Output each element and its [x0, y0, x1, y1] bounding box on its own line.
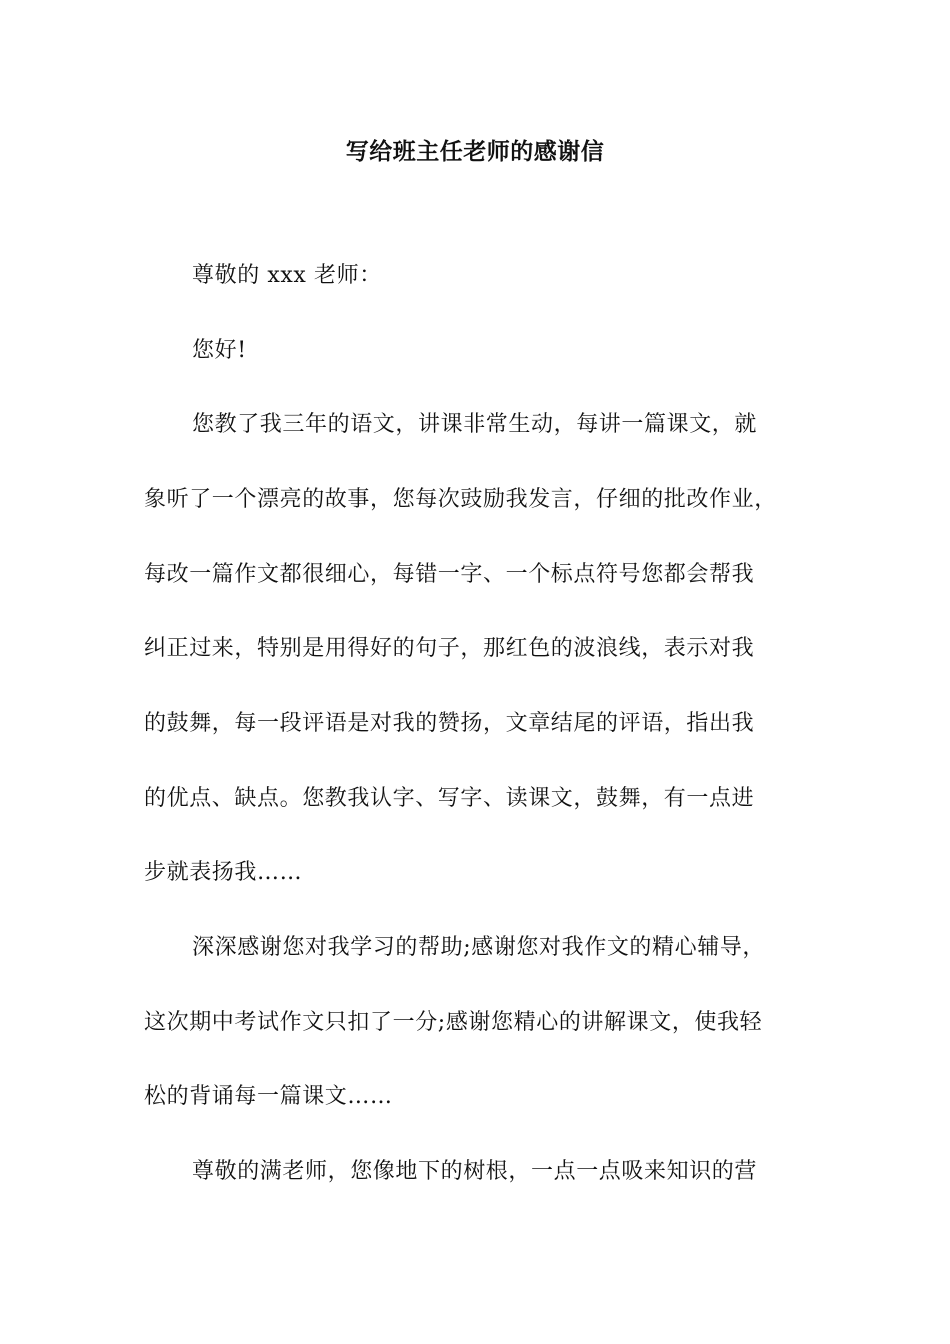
- paragraph-line: 的鼓舞，每一段评语是对我的赞扬，文章结尾的评语，指出我: [144, 711, 755, 736]
- salutation: 尊敬的 xxx 老师：: [192, 263, 382, 288]
- paragraph-line: 尊敬的满老师，您像地下的树根，一点一点吸来知识的营: [192, 1159, 758, 1184]
- paragraph-line: 步就表扬我……: [144, 860, 303, 885]
- paragraph-line: 松的背诵每一篇课文……: [144, 1084, 393, 1109]
- paragraph-line: 这次期中考试作文只扣了一分;感谢您精心的讲解课文，使我轻: [144, 1010, 763, 1035]
- paragraph-line: 每改一篇作文都很细心，每错一字、一个标点符号您都会帮我: [144, 562, 755, 587]
- greeting: 您好!: [192, 338, 247, 363]
- paragraph-line: 纠正过来，特别是用得好的句子，那红色的波浪线，表示对我: [144, 636, 755, 661]
- paragraph-line: 的优点、缺点。您教我认字、写字、读课文，鼓舞，有一点进: [144, 786, 755, 811]
- paragraph-line: 深深感谢您对我学习的帮助;感谢您对我作文的精心辅导，: [192, 935, 766, 960]
- paragraph-line: 象听了一个漂亮的故事，您每次豉励我发言，仔细的批改作业，: [144, 487, 777, 512]
- document-title: 写给班主任老师的感谢信: [345, 138, 605, 165]
- paragraph-line: 您教了我三年的语文，讲课非常生动，每讲一篇课文，就: [192, 412, 758, 437]
